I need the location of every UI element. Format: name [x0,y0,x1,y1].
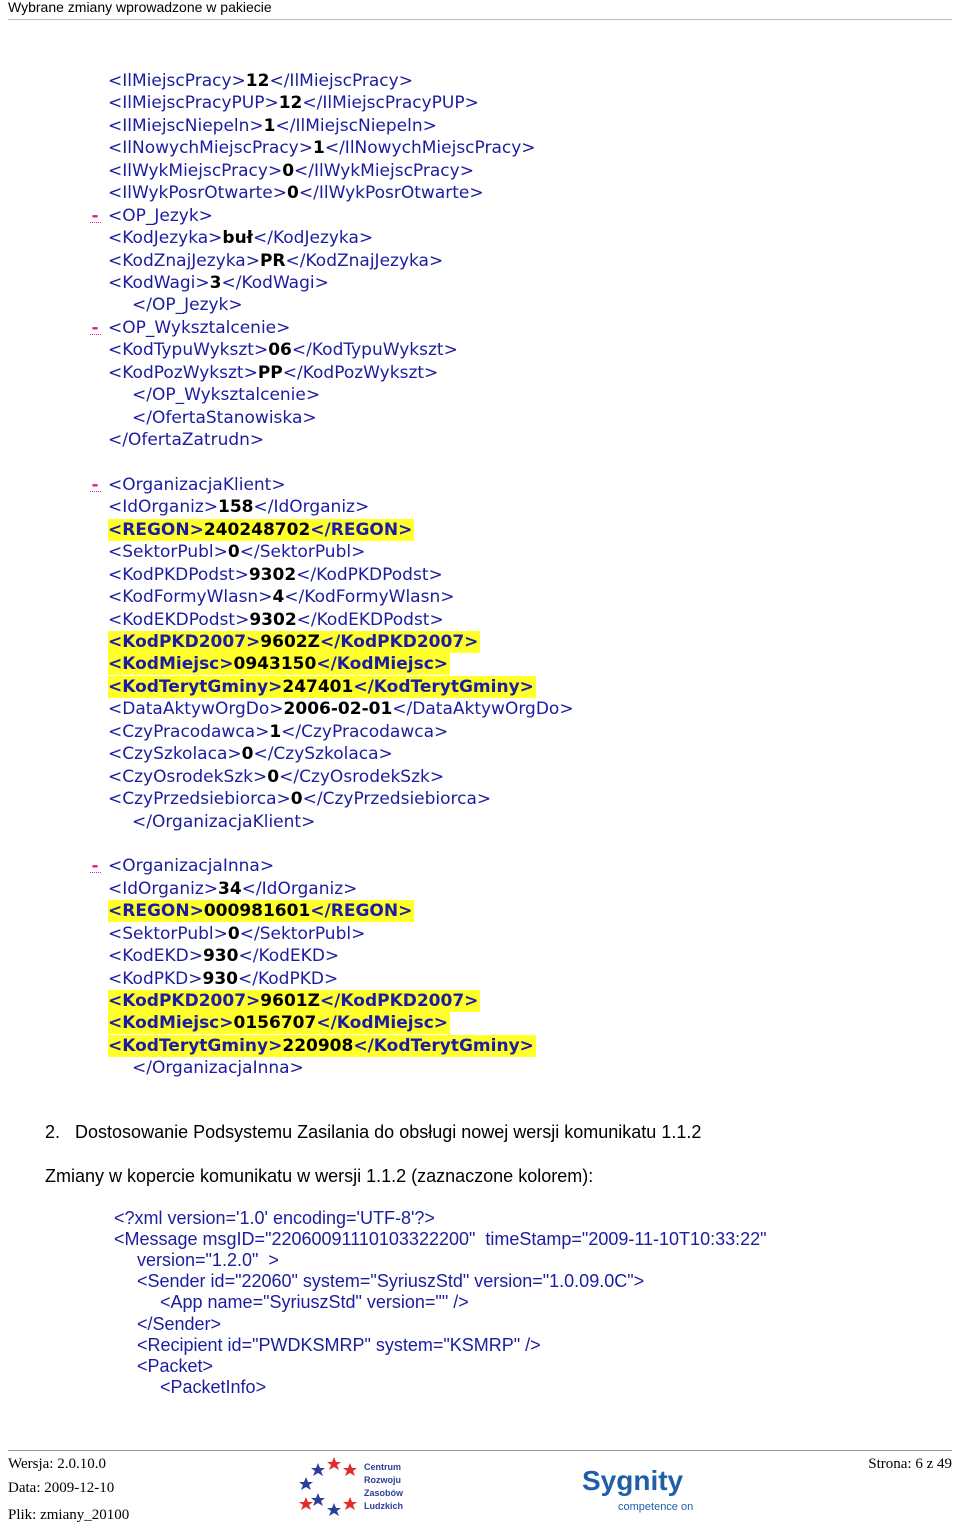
xml-value: PP [257,363,283,383]
collapse-toggle[interactable]: - [89,474,101,496]
xml-tag-open: <KodPKD2007> [108,632,261,652]
xml-line [108,92,479,114]
xml-line [108,160,474,182]
crzl-line-2: Rozwoju [364,1475,401,1485]
eu-stars-icon [299,1457,357,1516]
xml-line [108,855,274,877]
xml-tag-open: </OrganizacjaKlient> [132,812,316,832]
code-line: <App name="SyriuszStd" version="" /> [160,1292,469,1312]
xml-tag-open: <CzyPrzedsiebiorca> [108,789,291,809]
xml-tag-open: <KodPKD2007> [108,991,261,1011]
xml-value: 9602Z [260,632,320,652]
xml-value: 0 [241,744,254,764]
footer-divider [8,1450,952,1451]
xml-value: 240248702 [203,520,311,540]
xml-line [108,339,458,361]
header-divider [8,19,952,20]
xml-tag-close: </IdOrganiz> [253,497,370,517]
xml-tag-close: </KodWagi> [221,273,329,293]
xml-tag-open: </OrganizacjaInna> [132,1058,304,1078]
code-line: <Sender id="22060" system="SyriuszStd" version="1.0.09.0C"> [137,1271,645,1291]
xml-tag-close: </KodFormyWlasn> [284,587,455,607]
xml-line [108,317,290,339]
xml-tag-close: </CzyOsrodekSzk> [279,767,445,787]
xml-tag-close: </KodPKD2007> [319,991,479,1011]
header-title: Wybrane zmiany wprowadzone w pakiecie [8,0,272,15]
xml-tag-open: <KodJezyka> [108,228,223,248]
xml-tag-close: </SektorPubl> [239,924,366,944]
xml-tag-open: <IlWykMiejscPracy> [108,161,283,181]
xml-value: PR [259,251,286,271]
xml-line [108,272,329,294]
xml-value: 0156707 [233,1013,317,1033]
xml-value: 0943150 [233,654,317,674]
xml-line [108,541,365,563]
xml-tag-close: </SektorPubl> [239,542,366,562]
xml-value: 1 [263,116,276,136]
xml-value: 220908 [282,1036,354,1056]
code-line: <Packet> [137,1356,214,1376]
xml-tag-open: <KodTerytGminy> [108,1036,283,1056]
xml-tag-close: </KodPKD> [237,969,339,989]
xml-tag-open: <OrganizacjaInna> [108,856,275,876]
xml-value: 4 [272,587,285,607]
xml-tag-open: <KodPKDPodst> [108,565,249,585]
xml-value: 9302 [249,610,297,630]
xml-line [132,384,320,406]
xml-value: 000981601 [203,901,311,921]
xml-line [132,294,243,316]
code-line: </Sender> [137,1314,222,1334]
page-header [0,0,960,20]
xml-tag-close: </IlWykPosrOtwarte> [298,183,484,203]
xml-tag-close: </CzyPracodawca> [281,722,449,742]
xml-line [108,205,213,227]
xml-tag-close: </KodPozWykszt> [282,363,439,383]
collapse-toggle[interactable]: - [89,317,101,339]
xml-tag-close: </IlMiejscPracy> [269,71,413,91]
xml-line [108,586,454,608]
xml-line [108,923,365,945]
section-heading [45,1121,701,1143]
xml-tag-open: <KodZnajJezyka> [108,251,260,271]
xml-tag-open: <REGON> [108,520,204,540]
crzl-line-3: Zasobów [364,1488,404,1498]
xml-line [108,721,448,743]
xml-value: 34 [218,879,242,899]
xml-line-highlighted [108,653,450,675]
xml-value: 158 [218,497,254,517]
xml-tag-open: <KodMiejsc> [108,654,234,674]
xml-tag-close: </REGON> [310,901,413,921]
xml-value: 0 [287,183,299,203]
xml-value: 930 [202,969,238,989]
xml-line [108,137,536,159]
xml-line-highlighted [108,900,414,922]
xml-tag-close: </KodTerytGminy> [353,1036,534,1056]
xml-line [132,811,315,833]
xml-tag-close: </REGON> [310,520,413,540]
xml-tag-close: </IdOrganiz> [241,879,358,899]
xml-tag-close: </IlMiejscNiepeln> [275,116,437,136]
xml-value: 0 [267,767,280,787]
xml-tag-open: <DataAktywOrgDo> [108,699,284,719]
section-title: Dostosowanie Podsystemu Zasilania do obsługi nowej wersji komunikatu 1.1.2 [75,1122,702,1142]
xml-tag-open: <REGON> [108,901,204,921]
xml-tag-close: </IlWykMiejscPracy> [294,161,474,181]
crzl-line-4: Ludzkich [364,1501,404,1511]
collapse-toggle[interactable]: - [89,855,101,877]
xml-line [108,429,264,451]
xml-line-highlighted [108,1012,450,1034]
code-line: <PacketInfo> [160,1377,267,1397]
xml-line-highlighted [108,676,536,698]
section-number: 2. [45,1122,61,1142]
xml-value: 247401 [282,677,354,697]
xml-line [132,1057,304,1079]
sygnity-logo-icon [580,1460,700,1516]
xml-tag-open: <KodEKDPodst> [108,610,250,630]
xml-tag-open: </OP_Jezyk> [132,295,243,315]
xml-line [108,698,574,720]
xml-tag-close: </KodTerytGminy> [353,677,534,697]
code-line: version="1.2.0" > [137,1250,279,1270]
xml-tag-open: <IlMiejscNiepeln> [108,116,264,136]
crzl-line-1: Centrum [364,1462,402,1472]
xml-tag-open: <KodTypuWykszt> [108,340,269,360]
xml-value: 9601Z [260,991,320,1011]
xml-tag-open: <OP_Wyksztalcenie> [108,318,291,338]
xml-value: 1 [312,138,325,158]
xml-tag-open: </OfertaStanowiska> [132,408,317,428]
xml-line [108,250,443,272]
xml-line [108,227,373,249]
xml-value: 0 [282,161,295,181]
xml-tag-open: <KodWagi> [108,273,210,293]
xml-line-highlighted [108,631,480,653]
xml-tag-open: <KodMiejsc> [108,1013,234,1033]
xml-tag-open: <KodTerytGminy> [108,677,283,697]
xml-tag-open: <CzySzkolaca> [108,744,242,764]
xml-tag-close: </KodMiejsc> [316,1013,449,1033]
footer-version: Wersja: 2.0.10.0 [8,1456,106,1472]
xml-line-highlighted [108,990,480,1012]
xml-line [108,743,393,765]
xml-line [108,878,357,900]
xml-tag-open: <KodPKD> [108,969,203,989]
xml-tag-close: </KodJezyka> [253,228,374,248]
xml-line [108,788,491,810]
xml-value: 3 [209,273,222,293]
footer-file: Plik: zmiany_20100 [8,1507,130,1523]
xml-tag-open: <IlMiejscPracyPUP> [108,93,279,113]
xml-value: 06 [268,340,292,360]
crzl-logo-icon [298,1453,428,1521]
xml-line [108,496,369,518]
xml-tag-open: <OrganizacjaKlient> [108,475,286,495]
xml-tag-close: </IlNowychMiejscPracy> [324,138,536,158]
xml-tag-close: </KodMiejsc> [316,654,449,674]
xml-tag-open: <IlNowychMiejscPracy> [108,138,313,158]
xml-tag-open: <CzyPracodawca> [108,722,270,742]
code-line: <?xml version='1.0' encoding='UTF-8'?> [114,1208,435,1228]
xml-value: 12 [245,71,270,91]
xml-tag-close: </KodPKD2007> [319,632,479,652]
xml-tag-open: <KodPozWykszt> [108,363,258,383]
xml-tag-open: <IlMiejscPracy> [108,71,246,91]
xml-line [108,182,484,204]
xml-tag-open: <KodFormyWlasn> [108,587,273,607]
xml-line [108,564,443,586]
xml-tag-close: </KodZnajJezyka> [285,251,444,271]
xml-tag-open: <SektorPubl> [108,542,228,562]
footer-date: Data: 2009-12-10 [8,1480,115,1496]
xml-value: 9302 [248,565,297,585]
xml-tag-close: </KodEKD> [238,946,340,966]
xml-value: 930 [202,946,239,966]
xml-tag-open: <IdOrganiz> [108,497,218,517]
xml-value: 0 [227,542,240,562]
xml-tag-close: </DataAktywOrgDo> [392,699,574,719]
xml-tag-close: </CzySzkolaca> [253,744,393,764]
collapse-toggle[interactable]: - [89,205,101,227]
xml-tag-open: <IdOrganiz> [108,879,218,899]
xml-line [108,115,437,137]
xml-line [108,609,444,631]
xml-tag-open: <KodEKD> [108,946,203,966]
xml-line [108,70,413,92]
xml-tag-open: </OP_Wyksztalcenie> [132,385,321,405]
xml-tag-close: </KodTypuWykszt> [291,340,458,360]
xml-line [132,407,317,429]
xml-value: buł [222,228,253,248]
xml-tag-open: <CzyOsrodekSzk> [108,767,268,787]
xml-tag-open: <OP_Jezyk> [108,206,213,226]
xml-line [108,945,339,967]
xml-tag-close: </CzyPrzedsiebiorca> [302,789,492,809]
sygnity-wordmark: Sygnity [582,1465,684,1496]
xml-line [108,474,286,496]
xml-value: 2006-02-01 [283,699,393,719]
xml-tag-open: <IlWykPosrOtwarte> [108,183,288,203]
xml-line-highlighted [108,519,414,541]
footer-page-number: Strona: 6 z 49 [868,1456,952,1472]
code-line: <Message msgID="22060091110103322200" timeStamp="2009-11-10T10:33:22" [114,1229,767,1249]
sygnity-tagline: competence on [618,1501,694,1513]
section-subheading: Zmiany w kopercie komunikatu w wersji 1.1.2 (zaznaczone kolorem): [45,1166,594,1186]
xml-line-highlighted [108,1035,536,1057]
xml-value: 0 [227,924,240,944]
xml-tag-close: </IlMiejscPracyPUP> [302,93,479,113]
xml-line [108,766,444,788]
xml-tag-close: </KodPKDPodst> [296,565,443,585]
xml-value: 1 [269,722,282,742]
xml-tag-open: </OfertaZatrudn> [108,430,265,450]
xml-value: 12 [278,93,303,113]
xml-tag-close: </KodEKDPodst> [296,610,444,630]
xml-tag-open: <SektorPubl> [108,924,228,944]
xml-value: 0 [290,789,303,809]
xml-line [108,968,338,990]
xml-line [108,362,438,384]
code-line: <Recipient id="PWDKSMRP" system="KSMRP" /> [137,1335,541,1355]
